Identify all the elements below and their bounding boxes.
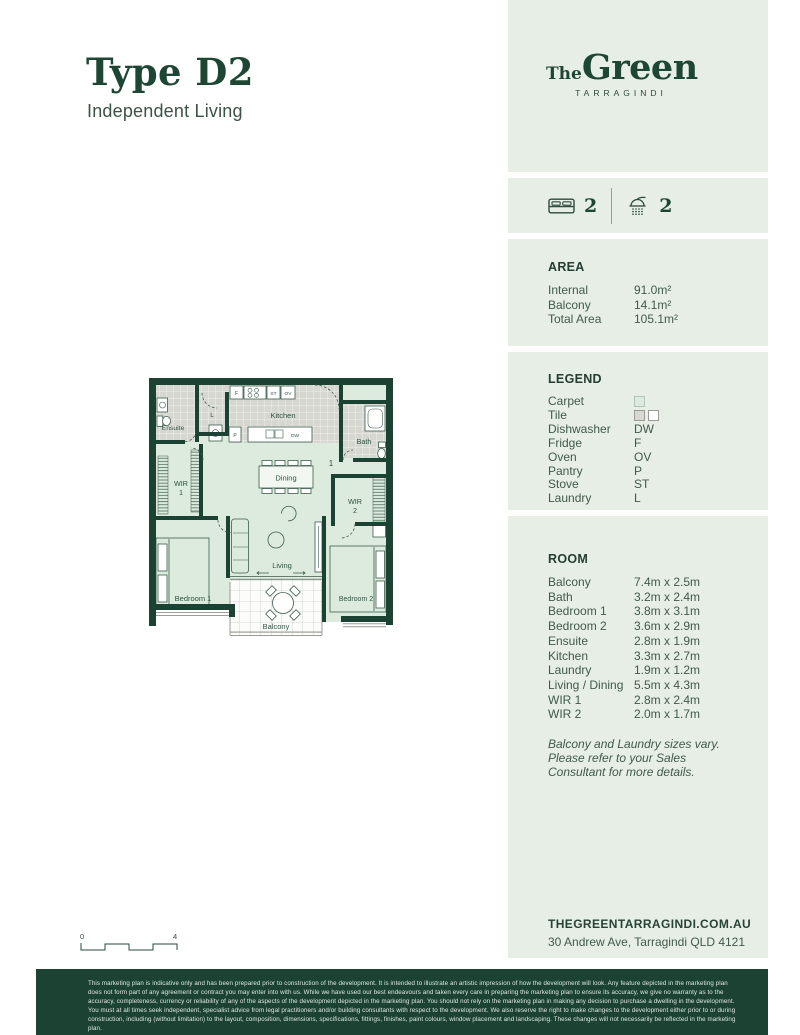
area-row: Balcony 14.1m² [548, 297, 672, 312]
label-ensuite: Ensuite [161, 425, 185, 432]
area-row: Total Area 105.1m² [548, 312, 679, 327]
area-row: Internal 91.0m² [548, 283, 672, 297]
logo-the: The [546, 64, 582, 84]
street-address: 30 Andrew Ave, Tarragindi QLD 4121 [548, 935, 746, 949]
disclaimer-bar [36, 969, 768, 1035]
label-kitchen: Kitchen [270, 411, 296, 420]
legend-row: Stove ST [548, 477, 650, 492]
legend-row: Pantry P [548, 463, 643, 478]
floorplan-diagram [145, 370, 403, 650]
label-bedroom1: Bedroom 1 [174, 594, 212, 603]
room-row: Bedroom 1 3.8m x 3.1m [548, 604, 701, 619]
brand-logo [546, 47, 698, 98]
room-row: Bath 3.2m x 2.4m [548, 589, 701, 604]
room-row: Living / Dining 5.5m x 4.3m [548, 677, 701, 692]
logo-panel [508, 0, 768, 172]
legend-row: Carpet [548, 395, 768, 409]
page-title: Type D2 [86, 50, 254, 94]
room-panel [508, 516, 768, 958]
svg-text:2: 2 [353, 506, 357, 515]
carpet-swatch [634, 396, 645, 407]
room-note: Balcony and Laundry sizes vary. Please refer to your Sales Consultant for more details. [548, 737, 720, 780]
contact-block [548, 917, 751, 949]
legend-heading: LEGEND [548, 372, 602, 386]
legend-row: Oven OV [548, 449, 652, 464]
scale-start: 0 [80, 932, 85, 941]
shower-icon [626, 196, 650, 216]
logo-name: Green [581, 47, 698, 88]
room-row: Bedroom 2 3.6m x 2.9m [548, 619, 701, 634]
legend-row: Fridge F [548, 435, 642, 450]
label-wir2: WIR [348, 497, 362, 506]
label-wir1: WIR [174, 479, 188, 488]
label-stove-code: ST [270, 392, 277, 397]
legend-row: Dishwasher DW [548, 421, 654, 436]
bath-count: 2 [659, 194, 673, 217]
legend-row: Laundry L [548, 491, 641, 506]
area-heading: AREA [548, 260, 585, 274]
room-row: Laundry 1.9m x 1.2m [548, 663, 701, 678]
label-dining: Dining [275, 473, 297, 483]
label-oven-code: OV [284, 392, 292, 397]
label-unit-number: 1 [328, 459, 334, 468]
room-heading: ROOM [548, 552, 589, 566]
tile-swatch-alt [648, 410, 659, 421]
room-row: Ensuite 2.8m x 1.9m [548, 633, 701, 648]
room-row: WIR 1 2.8m x 2.4m [548, 692, 701, 707]
label-balcony: Balcony [262, 622, 290, 631]
room-row: Kitchen 3.3m x 2.7m [548, 648, 701, 663]
stats-divider [611, 188, 612, 224]
label-living: Living [272, 561, 292, 570]
room-row: WIR 2 2.0m x 1.7m [548, 707, 701, 722]
svg-text:1: 1 [179, 488, 183, 497]
stats-row [548, 178, 768, 233]
area-panel [508, 239, 768, 346]
bed-icon [548, 197, 575, 215]
logo-location: TARRAGINDI [575, 88, 667, 98]
bed-count: 2 [584, 194, 598, 217]
scale-end: 4 [173, 932, 178, 941]
stats-panel [508, 178, 768, 233]
tile-swatch [634, 410, 645, 421]
room-row: Balcony 7.4m x 2.5m [548, 575, 701, 589]
label-laundry-code: L [210, 412, 214, 419]
scale-bar [78, 930, 182, 960]
label-bedroom2: Bedroom 2 [338, 596, 374, 603]
website-url: THEGREENTARRAGINDI.COM.AU [548, 917, 752, 931]
page-subtitle: Independent Living [87, 101, 243, 121]
label-pantry-code: P [233, 432, 237, 439]
label-bath: Bath [356, 437, 372, 446]
disclaimer-text: This marketing plan is indicative only and has been prepared prior to construction of the development. It is intended to illustrate an artistic impression of how the development will look. Any feature depicted in the marketing plan does not form part of any agreement or contract you may enter into with us. While we have used our best endeavours and taken every care in preparing the marketing plan to ensure its accuracy, we give no warranty as to the accuracy, completeness, currency or reliability of any of the aspects of the development depicted in the marketing plan. You should not rely on the marketing plan in making any decision to purchase a dwelling in the development. You must at all times seek independent, specialist advice from legal practitioners and/or building consultants with respect to the development. We also reserve the right to make changes to the development either prior to or during construction, including (without limitation) to the layout, composition, dimensions, specifications, fittings, finishes, paint colours, window placement and landscaping. These changes will not necessarily be reflected in the marketing plan. [88, 980, 736, 1032]
legend-row: Tile [548, 409, 768, 423]
legend-panel [508, 352, 768, 510]
label-dishwasher-code: DW [291, 433, 299, 439]
label-fridge-code: F [234, 391, 239, 397]
